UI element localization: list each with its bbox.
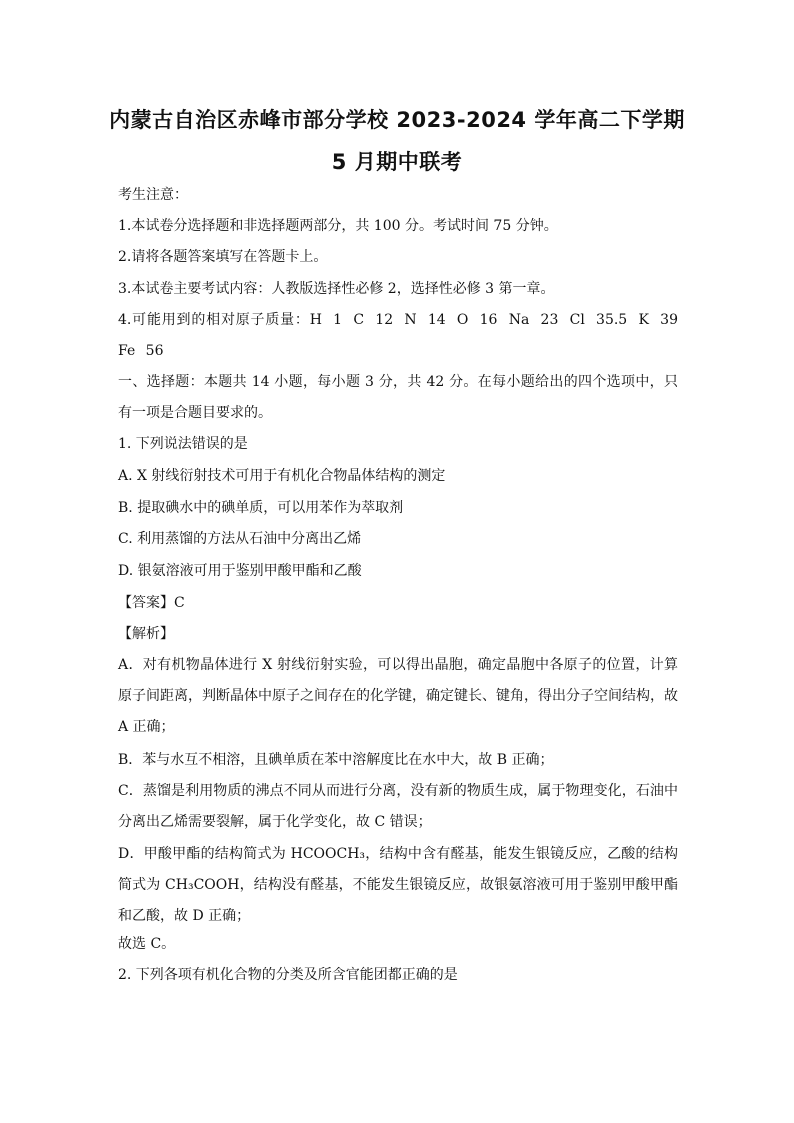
q1-conclusion: 故选 C。 xyxy=(118,936,176,952)
q2-stem: 2. 下列各项有机化合物的分类及所含官能团都正确的是 xyxy=(118,967,458,983)
section-intro: 一、选择题：本题共 14 小题，每小题 3 分，共 42 分。在每小题给出的四个选项中，只有一项是合题目要求的。 xyxy=(118,374,678,421)
exam-title-line-1: 内蒙古自治区赤峰市部分学校 2023-2024 学年高二下学期 xyxy=(109,108,685,132)
q1-analysis-d: D．甲酸甲酯的结构简式为 HCOOCH₃，结构中含有醛基，能发生银镜反应，乙酸的结构简式为 CH₃COOH，结构没有醛基，不能发生银镜反应，故银氨溶液可用于鉴别甲酸甲酯和乙酸，故 D 正确； xyxy=(118,846,678,924)
q1-answer: 【答案】C xyxy=(118,595,185,611)
note-1: 1.本试卷分选择题和非选择题两部分，共 100 分。考试时间 75 分钟。 xyxy=(118,218,558,234)
q1-stem: 1. 下列说法错误的是 xyxy=(118,436,248,452)
exam-title-line-2: 5 月期中联考 xyxy=(331,150,463,174)
note-3: 3.本试卷主要考试内容：人教版选择性必修 2，选择性必修 3 第一章。 xyxy=(118,281,555,297)
note-4: 4.可能用到的相对原子质量：H 1 C 12 N 14 O 16 Na 23 Cl 35.5 K 39 Fe 56 xyxy=(118,312,678,359)
q1-analysis-label: 【解析】 xyxy=(118,626,174,642)
q1-analysis-c: C．蒸馏是利用物质的沸点不同从而进行分离，没有新的物质生成，属于物理变化，石油中分离出乙烯需要裂解，属于化学变化，故 C 错误； xyxy=(118,783,678,830)
q1-analysis-b: B．苯与水互不相溶，且碘单质在苯中溶解度比在水中大，故 B 正确； xyxy=(118,752,554,768)
q1-option-b: B. 提取碘水中的碘单质，可以用苯作为萃取剂 xyxy=(118,500,404,516)
q1-option-c: C. 利用蒸馏的方法从石油中分离出乙烯 xyxy=(118,531,362,547)
note-2: 2.请将各题答案填写在答题卡上。 xyxy=(118,249,328,265)
notes-heading: 考生注意： xyxy=(118,187,188,203)
q1-option-d: D. 银氨溶液可用于鉴别甲酸甲酯和乙酸 xyxy=(118,563,362,579)
q1-option-a: A. X 射线衍射技术可用于有机化合物晶体结构的测定 xyxy=(118,468,446,484)
q1-analysis-a: A．对有机物晶体进行 X 射线衍射实验，可以得出晶胞，确定晶胞中各原子的位置，计算原子间距离，判断晶体中原子之间存在的化学键，确定键长、键角，得出分子空间结构，故 A 正确； xyxy=(118,657,678,735)
